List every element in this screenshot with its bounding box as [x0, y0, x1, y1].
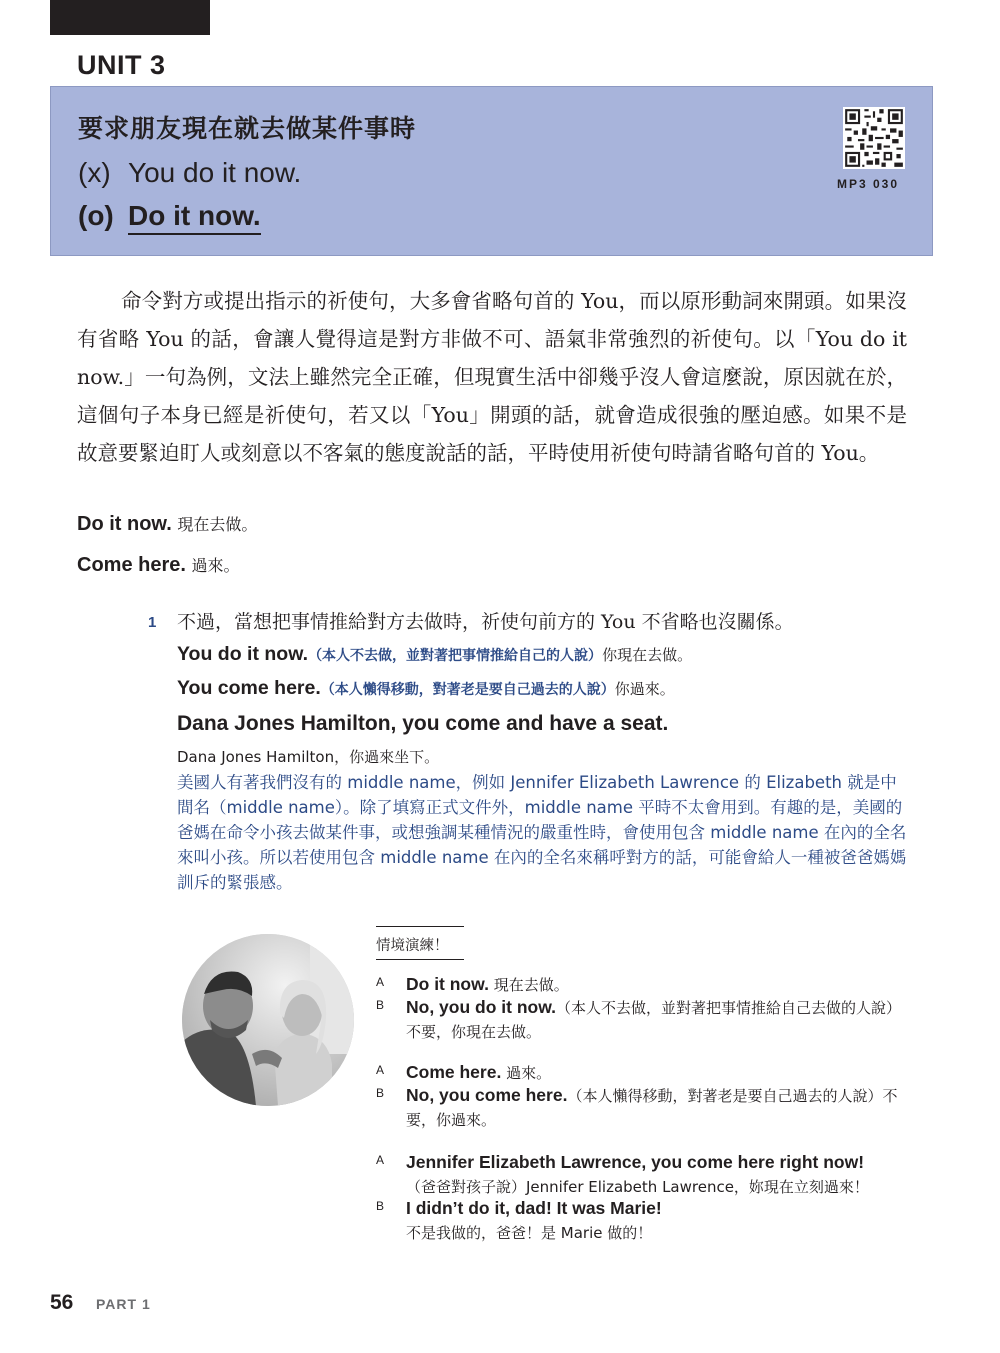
turn-english: I didn’t do it, dad! It was Marie!	[406, 1198, 662, 1218]
note-intro: 不過，當想把事情推給對方去做時，祈使句前方的 You 不省略也沒關係。	[177, 611, 794, 633]
page-number: 56	[50, 1291, 74, 1314]
dialogue-title: 情境演練！	[376, 938, 449, 954]
explanation-paragraph: 命令對方或提出指示的祈使句，大多會省略句首的 You，而以原形動詞來開頭。如果沒有省略 You 的話，會讓人覺得這是對方非做不可、語氣非常強烈的祈使句。以「You do it now.」一句為例，文法上雖然完全正確，但現實生活中卻幾乎沒人會這麼說，原因就在於，這個句子本身已經是祈使句，若又以「You」開頭的話，就會造成很強的壓迫感。如果不是故意要緊迫盯人或刻意以不客氣的態度說話的話，平時使用祈使句時請省略句首的 You。	[77, 289, 907, 465]
dialogue-turn	[376, 1150, 916, 1199]
note-example-2-chinese: 你過來。	[614, 680, 675, 698]
dialogue-header	[376, 926, 464, 960]
speaker-label: B	[376, 1086, 385, 1100]
note-example-1-chinese: 你現在去做。	[602, 646, 693, 664]
dialogue-turn	[376, 995, 916, 1044]
dialogue-turn	[376, 1083, 916, 1132]
speaker-label: A	[376, 1063, 385, 1077]
turn-chinese: 不是我做的，爸爸！是 Marie 做的！	[406, 1224, 653, 1242]
speaker-label: A	[376, 975, 385, 989]
example-2	[77, 553, 240, 577]
note-example-1-context: （本人不去做，並對著把事情推給自己的人說）	[308, 648, 603, 664]
correct-sentence: Do it now.	[128, 200, 261, 235]
top-decoration-bar	[50, 0, 210, 35]
example-1	[77, 512, 257, 536]
father-daughter-photo	[182, 934, 354, 1106]
incorrect-example	[78, 157, 301, 189]
turn-chinese: （爸爸對孩子說）Jennifer Elizabeth Lawrence，妳現在立刻過來！	[406, 1178, 869, 1196]
note-example-1	[177, 643, 692, 666]
part-label: PART 1	[96, 1296, 151, 1312]
middle-name-explanation: 美國人有著我們沒有的 middle name，例如 Jennifer Elizabeth Lawrence 的 Elizabeth 就是中間名（middle name）。除了填寫正式文件外，middle name 平時不太會用到。有趣的是，美國的爸媽在命令小孩去做某件事，或想強調某種情況的嚴重性時，會使用包含 middle name 在內的全名來叫小孩。所以若使用包含 middle name 在內的全名來稱呼對方的話，可能會給人一種被爸爸媽媽訓斥的緊張感。	[177, 773, 907, 892]
correct-mark: (o)	[78, 200, 114, 231]
turn-english: Jennifer Elizabeth Lawrence, you come here right now!	[406, 1152, 865, 1172]
dialogue-turn	[376, 972, 916, 997]
note-example-1-english: You do it now.	[177, 643, 309, 665]
note-example-2	[177, 677, 675, 700]
note-example-3-english: Dana Jones Hamilton, you come and have a seat.	[177, 712, 669, 735]
note-example-2-context: （本人懶得移動，對著老是要自己過去的人說）	[320, 682, 615, 698]
turn-english: Come here.	[406, 1062, 502, 1082]
qr-code-icon[interactable]	[843, 107, 905, 169]
mp3-track-label: MP3 030	[837, 177, 900, 191]
unit-label: UNIT 3	[77, 50, 166, 80]
turn-chinese: （本人懶得移動，對著老是要自己過去的人說）不要，你過來。	[406, 1087, 898, 1129]
turn-chinese: （本人不去做，並對著把事情推給自己去做的人說）不要，你現在去做。	[406, 999, 902, 1041]
speaker-label: B	[376, 998, 385, 1012]
speaker-label: A	[376, 1153, 385, 1167]
turn-english: No, you do it now.	[406, 997, 557, 1017]
example-1-english: Do it now.	[77, 513, 172, 535]
note-example-3-chinese: Dana Jones Hamilton，你過來坐下。	[177, 748, 440, 766]
turn-chinese: 現在去做。	[493, 976, 569, 994]
dialogue-turn	[376, 1196, 916, 1245]
example-2-chinese: 過來。	[191, 556, 240, 575]
speaker-label: B	[376, 1199, 385, 1213]
note-example-2-english: You come here.	[177, 677, 321, 699]
correct-example	[78, 200, 261, 232]
example-2-english: Come here.	[77, 554, 186, 576]
lesson-title: 要求朋友現在就去做某件事時	[78, 114, 417, 143]
turn-english: No, you come here.	[406, 1085, 568, 1105]
incorrect-sentence: You do it now.	[128, 157, 302, 188]
dialogue-turn	[376, 1060, 916, 1085]
lesson-header-box	[50, 86, 933, 256]
example-1-chinese: 現在去做。	[177, 515, 258, 534]
incorrect-mark: (x)	[78, 157, 111, 188]
note-number: 1	[148, 614, 157, 631]
turn-english: Do it now.	[406, 974, 489, 994]
turn-chinese: 過來。	[506, 1064, 552, 1082]
